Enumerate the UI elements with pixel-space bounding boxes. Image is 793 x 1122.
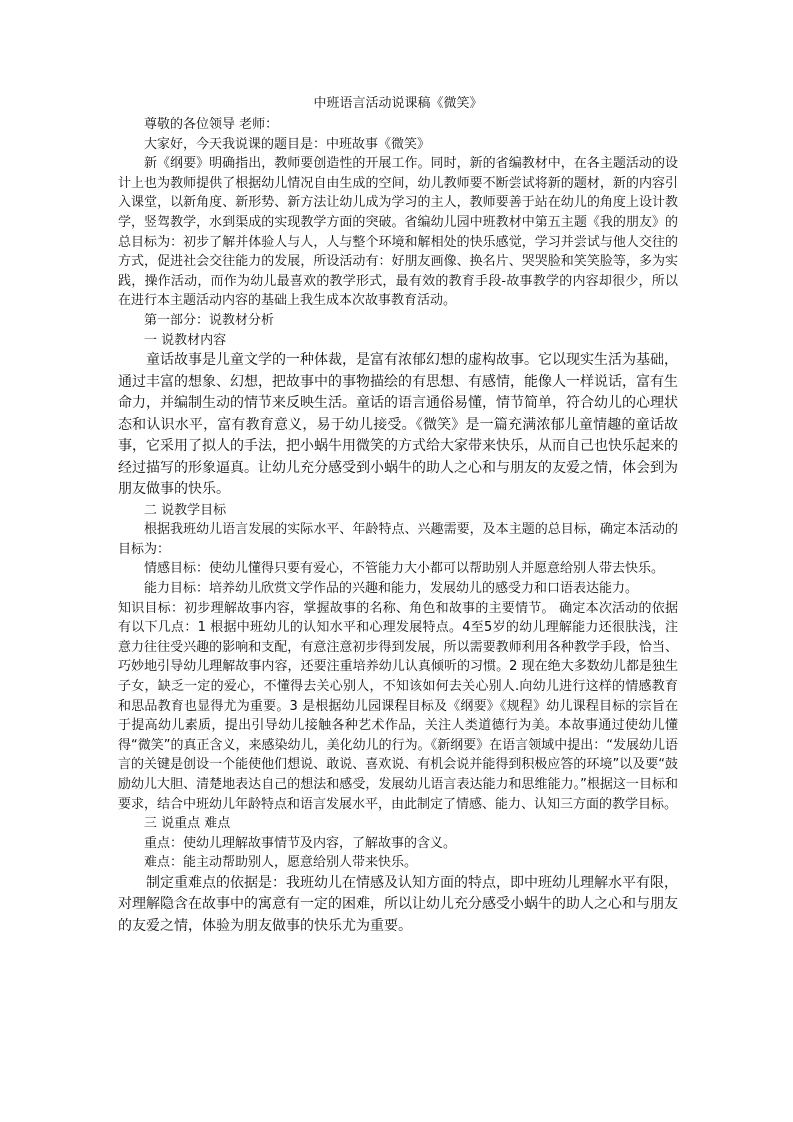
document-page <box>118 94 678 937</box>
body-paragraph: 第一部分：说教材分析 <box>144 312 275 328</box>
body-paragraph: 知识目标：初步理解故事内容，掌握故事的名称、角色和故事的主要情节。 确定本次活动的依据有以下几点：1 根据中班幼儿的认知水平和心理发展特点。4至5岁的幼儿理解能力还很肤浅，注意力往往受兴趣的影响和支配，有意注意初步得到发展，所以需要教师利用各种教学手段，恰当、巧妙地引导幼儿理解故事内容，还要注重培养幼儿认真倾听的习惯。2 现在绝大多数幼儿都是独生子女，缺乏一定的爱心，不懂得去关心别人，不知该如何去关心别人.向幼儿进行这样的情感教育和思品教育也显得尤为重要。3 是根据幼儿园课程目标及《纲要》《规程》幼儿课程目标的宗旨在于提高幼儿素质，提出引导幼儿接触各种艺术作品，关注人类道德行为美。本故事通过使幼儿懂得“微笑”的真正含义，来感染幼儿，美化幼儿的行为。《新纲要》在语言领域中提出：“发展幼儿语言的关键是创设一个能使他们想说、敢说、喜欢说、有机会说并能得到积极应答的环境”以及要“鼓励幼儿大胆、清楚地表达自己的想法和感受，发展幼儿语言表达能力和思维能力。”根据这一目标和要求，结合中班幼儿年龄特点和语言发展水平，由此制定了情感、能力、认知三方面的教学目标。 <box>118 600 678 812</box>
body-paragraph: 能力目标：培养幼儿欣赏文学作品的兴趣和能力，发展幼儿的感受力和口语表达能力。 <box>144 581 639 596</box>
body-paragraph: 大家好，今天我说课的题目是：中班故事《微笑》 <box>144 136 431 152</box>
body-paragraph: 二 说教学目标 <box>144 502 227 518</box>
body-paragraph: 童话故事是儿童文学的一种体裁，是富有浓郁幻想的虚构故事。它以现实生活为基础，通过丰富的想象、幻想，把故事中的事物描绘的有思想、有感情，能像人一样说话，富有生命力，并编制生动的情节来反映生活。童话的语言通俗易懂，情节简单，符合幼儿的心理状态和认识水平，富有教育意义，易于幼儿接受。《微笑》是一篇充满浓郁儿童情趣的童话故事，它采用了拟人的手法，把小蜗牛用微笑的方式给大家带来快乐，从而自己也快乐起来的经过描写的形象逼真。让幼儿充分感受到小蜗牛的助人之心和与朋友的友爱之情，体会到为朋友做事的快乐。 <box>118 352 678 498</box>
body-paragraph: 难点：能主动帮助别人，愿意给别人带来快乐。 <box>144 855 418 871</box>
body-paragraph: 尊敬的各位领导 老师： <box>144 117 279 132</box>
body-paragraph: 一 说教材内容 <box>144 332 227 348</box>
body-paragraph: 制定重难点的依据是：我班幼儿在情感及认知方面的特点，即中班幼儿理解水平有限，对理解隐含在故事中的寓意有一定的困难，所以让幼儿充分感受小蜗牛的助人之心和与朋友的友爱之情，体验为朋友做事的快乐尤为重要。 <box>118 874 678 934</box>
body-paragraph: 三 说重点 难点 <box>144 816 231 832</box>
body-paragraph: 新《纲要》明确指出，教师要创造性的开展工作。同时，新的省编教材中，在各主题活动的设计上也为教师提供了根据幼儿情况自由生成的空间，幼儿教师要不断尝试将新的题材，新的内容引入课堂，以新角度、新形势、新方法让幼儿成为学习的主人，教师要善于站在幼儿的角度上设计教学，竖驾教学，水到渠成的实现教学方面的突破。省编幼儿园中班教材中第五主题《我的朋友》的总目标为：初步了解并体验人与人，人与整个环境和解相处的快乐感觉，学习并尝试与他人交往的方式，促进社会交往能力的发展，所设活动有：好朋友画像、换名片、哭哭脸和笑笑脸等，多为实践，操作活动，而作为幼儿最喜欢的教学形式，最有效的教育手段-故事教学的内容却很少，所以在进行本主题活动内容的基础上我生成本次故事教育活动。 <box>118 156 678 309</box>
document-body <box>118 115 678 937</box>
body-paragraph: 情感目标：使幼儿懂得只要有爱心，不管能力大小都可以帮助别人并愿意给别人带去快乐。 <box>144 561 665 577</box>
document-title: 中班语言活动说课稿《微笑》 <box>313 96 483 111</box>
body-paragraph: 重点：使幼儿理解故事情节及内容，了解故事的含义。 <box>144 835 457 851</box>
body-paragraph: 根据我班幼儿语言发展的实际水平、年龄特点、兴趣需要，及本主题的总目标，确定本活动的目标为： <box>118 522 678 557</box>
